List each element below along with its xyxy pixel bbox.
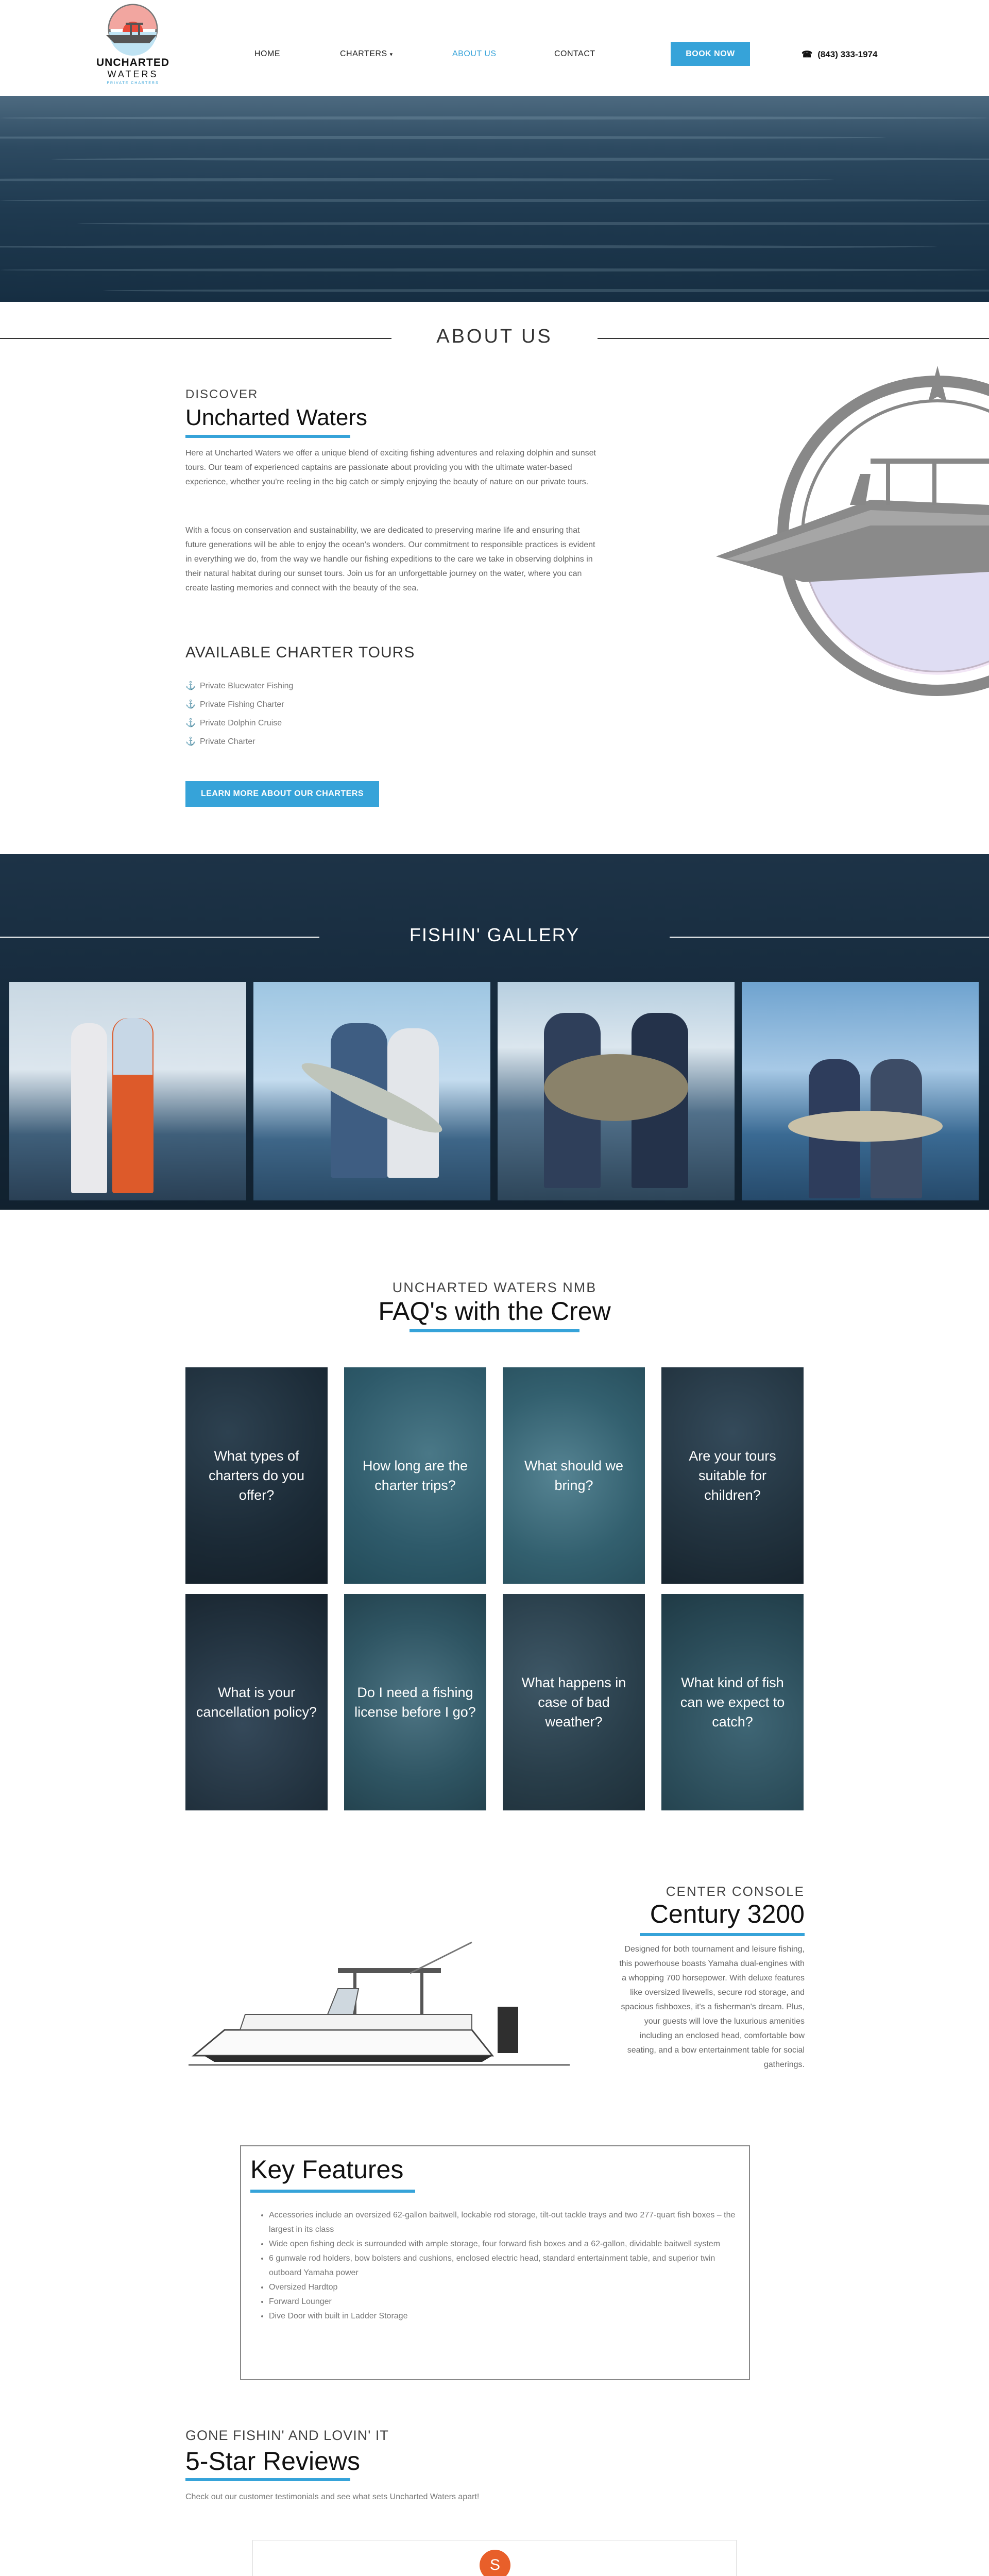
faq-question: Are your tours suitable for children? [689,1448,776,1503]
about-eyebrow: DISCOVER [185,387,259,401]
chevron-down-icon: ▾ [389,52,393,58]
header-phone-number: (843) 333-1974 [817,49,878,59]
tours-heading: AVAILABLE CHARTER TOURS [185,644,415,661]
gallery-photo[interactable] [498,982,735,1200]
boat-eyebrow: CENTER CONSOLE [666,1884,805,1899]
tour-list-item[interactable] [185,714,443,733]
nav-contact[interactable]: CONTACT [554,49,595,58]
header-phone[interactable] [802,49,877,60]
about-paragraph-1: Here at Uncharted Waters we offer a unique blend of exciting fishing adventures and relaxing dolphin and sunset tours. Our team of experienced captains are passionate about providing you with the ultimate water-based experience, whether you're reeling in the big catch or simply enjoying the beauty of nature on our private tours. [185,449,596,486]
faq-question: How long are the charter trips? [362,1458,468,1493]
logo-text-waters: WATERS [107,69,159,79]
faq-question: What types of charters do you offer? [208,1448,305,1503]
gallery-photo[interactable] [742,982,979,1200]
site-logo[interactable] [94,2,172,91]
nav-charters-label: CHARTERS [340,49,387,58]
features-list [269,2208,738,2324]
features-title: Key Features [250,2155,404,2184]
book-now-button[interactable]: BOOK NOW [671,42,750,66]
faq-card[interactable] [661,1594,804,1810]
faq-card[interactable] [503,1594,645,1810]
feature-item: • 6 gunwale rod holders, bow bolsters and cushions, enclosed electric head, standard entertainment table, and superior twin outboard Yamaha power [269,2251,738,2280]
learn-more-charters-button[interactable]: LEARN MORE ABOUT OUR CHARTERS [185,781,379,807]
review-card [252,2540,737,2576]
logo-tagline: PRIVATE CHARTERS [107,81,159,85]
anchor-icon: ⚓ [185,700,196,709]
faq-eyebrow: UNCHARTED WATERS NMB [392,1280,597,1295]
faq-title: FAQ's with the Crew [378,1297,611,1326]
tour-list-item[interactable] [185,696,443,714]
faq-card[interactable] [344,1594,486,1810]
faq-card[interactable] [185,1594,328,1810]
reviewer-avatar: S [480,2550,510,2576]
faq-question: Do I need a fishing license before I go? [354,1685,476,1720]
about-paragraph-2: With a focus on conservation and sustainability, we are dedicated to preserving marine life and ensuring that future generations will be able to enjoy the ocean's wonders. Our commitment to responsible practices is evident in everything we do, from the way we handle our fishing expeditions to the care we take in observing dolphins in their natural habitat during our sunset tours. Join us for an unforgettable journey on the water, where you can create lasting memories and connect with the beauty of the sea. [185,526,595,592]
faq-card[interactable] [185,1367,328,1584]
site-header [0,0,989,96]
nav-charters[interactable] [340,49,393,59]
about-title: Uncharted Waters [185,405,367,430]
boat-title: Century 3200 [650,1900,805,1928]
accent-underline [185,435,350,438]
tour-label: Private Bluewater Fishing [200,682,294,690]
reviews-eyebrow: GONE FISHIN' AND LOVIN' IT [185,2428,389,2443]
faq-question: What happens in case of bad weather? [521,1675,626,1730]
feature-item: • Forward Lounger [269,2295,738,2309]
faq-card[interactable] [344,1367,486,1584]
accent-underline [410,1329,579,1332]
compass-boat-illustration [716,355,989,716]
faq-card[interactable] [661,1367,804,1584]
logo-text-uncharted: UNCHARTED [96,57,169,69]
tour-list-item[interactable] [185,733,443,751]
nav-home[interactable]: HOME [254,49,280,58]
feature-item: • Wide open fishing deck is surrounded with ample storage, four forward fish boxes and a 62-gallon, dividable baitwell system [269,2237,738,2251]
feature-item: • Oversized Hardtop [269,2280,738,2295]
gallery-heading: FISHIN' GALLERY [409,924,580,945]
accent-underline [185,2478,350,2481]
phone-icon: ☎ [802,49,813,59]
century-3200-boat-image [183,1927,575,2081]
nav-about-us[interactable]: ABOUT US [452,49,497,58]
faq-question: What is your cancellation policy? [196,1685,317,1720]
faq-question: What kind of fish can we expect to catch? [680,1675,785,1730]
reviews-title: 5-Star Reviews [185,2447,360,2476]
feature-item: • Dive Door with built in Ladder Storage [269,2309,738,2324]
anchor-icon: ⚓ [185,719,196,727]
faq-question: What should we bring? [524,1458,624,1493]
anchor-icon: ⚓ [185,737,196,746]
tour-list-item[interactable] [185,677,443,696]
hero-ocean-image [0,96,989,302]
tour-label: Private Fishing Charter [200,700,284,709]
tour-label: Private Dolphin Cruise [200,719,282,727]
about-heading: ABOUT US [436,326,553,347]
tours-list [185,677,443,751]
feature-item: • Accessories include an oversized 62-gallon baitwell, lockable rod storage, tilt-out tackle trays and two 277-quart fish boxes – the largest in its class [269,2208,738,2237]
anchor-icon: ⚓ [185,682,196,690]
accent-underline [640,1933,805,1936]
reviews-subtitle: Check out our customer testimonials and see what sets Uncharted Waters apart! [185,2493,480,2501]
gallery-section [0,854,989,1210]
gallery-photo[interactable] [253,982,490,1200]
gallery-photo[interactable] [9,982,246,1200]
accent-underline [250,2190,415,2193]
faq-card[interactable] [503,1367,645,1584]
key-features-box [240,2145,750,2380]
tour-label: Private Charter [200,737,255,746]
boat-description: Designed for both tournament and leisure fishing, this powerhouse boasts Yamaha dual-engines with a whopping 700 horsepower. With deluxe features like oversized livewells, secure rod storage, and spacious fishboxes, it's a fisherman's dream. Plus, your guests will love the luxurious amenities including an enclosed head, comfortable bow seating, and a bow entertainment table for social gatherings. [619,1945,805,2069]
